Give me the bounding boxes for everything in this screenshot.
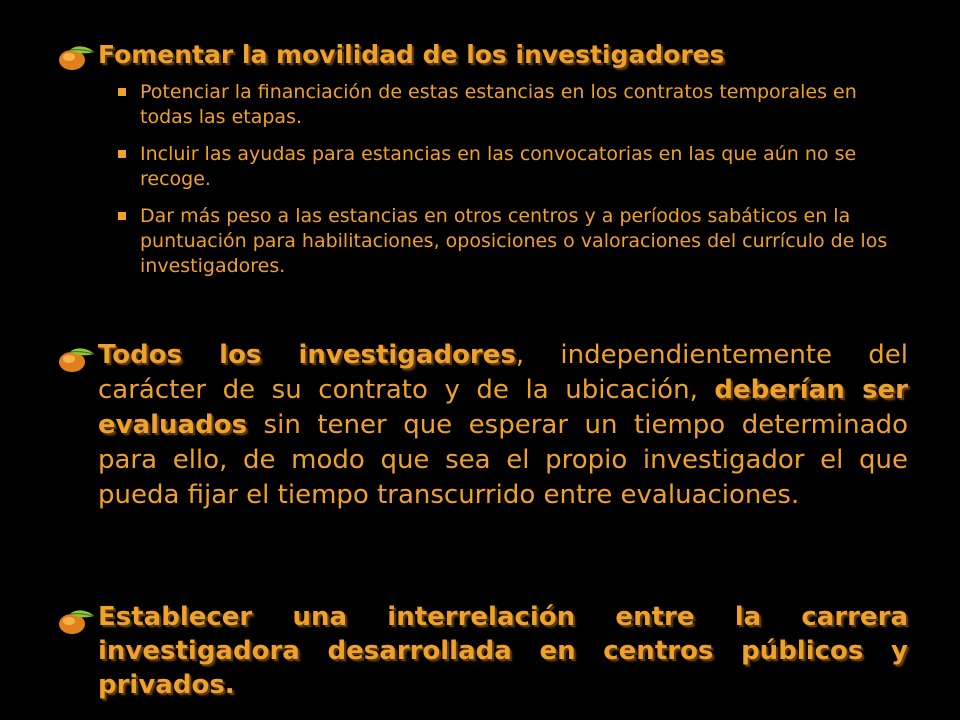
section-evaluacion: [56, 338, 908, 513]
square-bullet-icon: [118, 150, 126, 158]
section-title: Fomentar la movilidad de los investigadores: [98, 40, 725, 69]
paragraph-text: , independientemente del carácter de su contrato y de la ubicación,: [98, 340, 908, 405]
square-bullet-icon: [118, 212, 126, 220]
orange-fruit-icon: [56, 608, 96, 636]
section-movilidad: [56, 40, 908, 291]
list-item-text: Incluir las ayudas para estancias en las convocatorias en las que aún no se recoge.: [140, 143, 857, 190]
section-paragraph: Establecer una interrelación entre la carrera investigadora desarrollada en centros públicos y privados.: [98, 602, 908, 700]
square-bullet-icon: [118, 88, 126, 96]
list-item-text: Potenciar la financiación de estas estancias en los contratos temporales en todas las etapas.: [140, 81, 857, 128]
bold-phrase: Todos los investigadores: [98, 340, 516, 370]
section-paragraph: [98, 338, 908, 513]
orange-fruit-icon: [56, 346, 96, 374]
sub-bullet-list: [56, 80, 908, 279]
bold-phrase: deberían ser evaluados: [98, 375, 908, 440]
orange-fruit-icon: [56, 44, 96, 72]
list-item: [118, 142, 908, 192]
paragraph-text: sin tener que esperar un tiempo determinado para ello, de modo que sea el propio investigador el que pueda fijar el tiempo transcurrido entre evaluaciones.: [98, 410, 908, 510]
list-item: [118, 80, 908, 130]
list-item-text: Dar más peso a las estancias en otros centros y a períodos sabáticos en la puntuación para habilitaciones, oposiciones o valoraciones del currículo de los investigadores.: [140, 205, 888, 277]
list-item: [118, 204, 908, 279]
section-interrelacion: [56, 600, 908, 702]
